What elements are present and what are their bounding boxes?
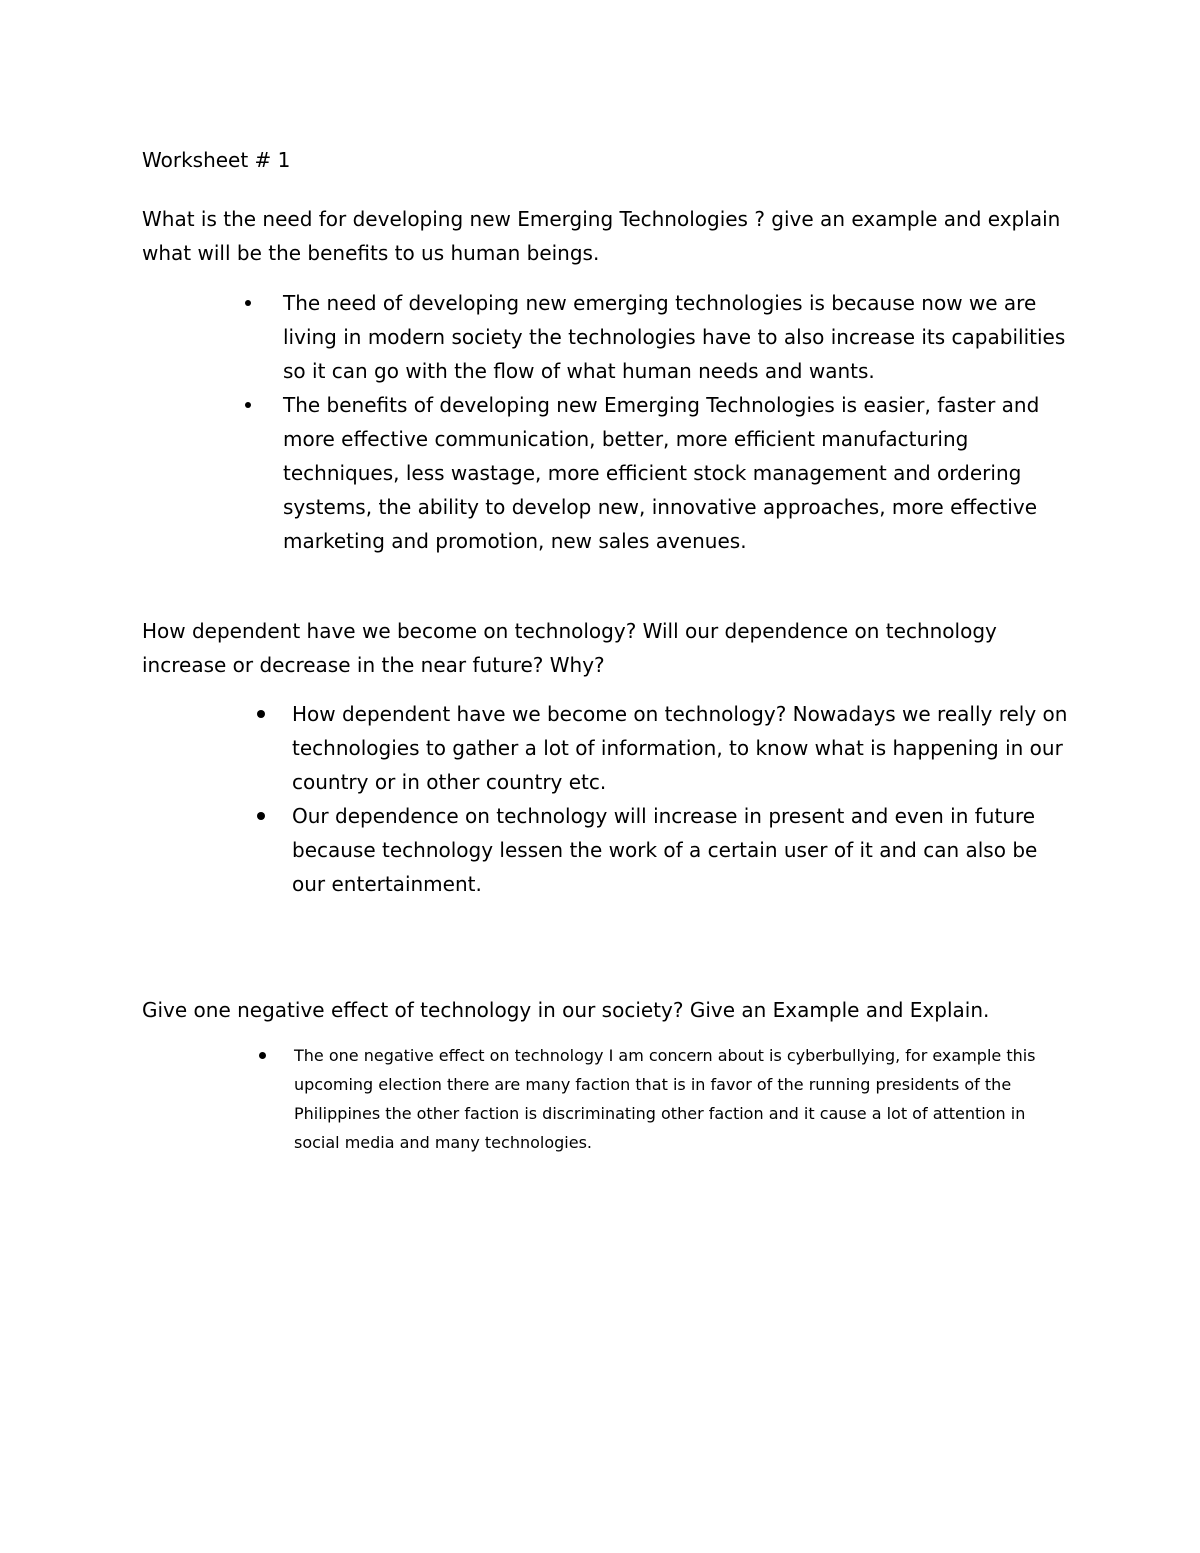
- list-item: [283, 388, 1073, 558]
- answer-list-3: [294, 1041, 1074, 1157]
- answer-list-1: [283, 286, 1073, 558]
- answer-text: The need of developing new emerging technologies is because now we are living in modern society the technologies have to also increase its capabilities so it can go with the flow of what human needs and wants.: [283, 291, 1066, 383]
- bullet-icon: [245, 402, 251, 408]
- list-item: [292, 799, 1072, 901]
- question-1: What is the need for developing new Emerging Technologies ? give an example and explain what will be the benefits to us human beings.: [142, 207, 1061, 265]
- bullet-icon: [257, 812, 265, 820]
- question-3: Give one negative effect of technology in our society? Give an Example and Explain.: [142, 998, 990, 1022]
- bullet-icon: [245, 300, 251, 306]
- list-item: [283, 286, 1073, 388]
- worksheet-title: Worksheet # 1: [142, 148, 291, 172]
- answer-text: The benefits of developing new Emerging Technologies is easier, faster and more effective communication, better, more efficient manufacturing techniques, less wastage, more efficient stock management and ordering systems, the ability to develop new, innovative approaches, more effective marketing and promotion, new sales avenues.: [283, 393, 1040, 553]
- answer-list-2: [292, 697, 1072, 901]
- bullet-icon: [257, 710, 265, 718]
- answer-text: The one negative effect on technology I am concern about is cyberbullying, for example this upcoming election there are many faction that is in favor of the running presidents of the Philippines the other faction is discriminating other faction and it cause a lot of attention in social media and many technologies.: [294, 1046, 1036, 1152]
- question-2: How dependent have we become on technology? Will our dependence on technology increase or decrease in the near future? Why?: [142, 619, 997, 677]
- bullet-icon: [259, 1052, 266, 1059]
- list-item: [292, 697, 1072, 799]
- list-item: [294, 1041, 1074, 1157]
- answer-text: Our dependence on technology will increase in present and even in future because technology lessen the work of a certain user of it and can also be our entertainment.: [292, 804, 1038, 896]
- answer-text: How dependent have we become on technology? Nowadays we really rely on technologies to gather a lot of information, to know what is happening in our country or in other country etc.: [292, 702, 1068, 794]
